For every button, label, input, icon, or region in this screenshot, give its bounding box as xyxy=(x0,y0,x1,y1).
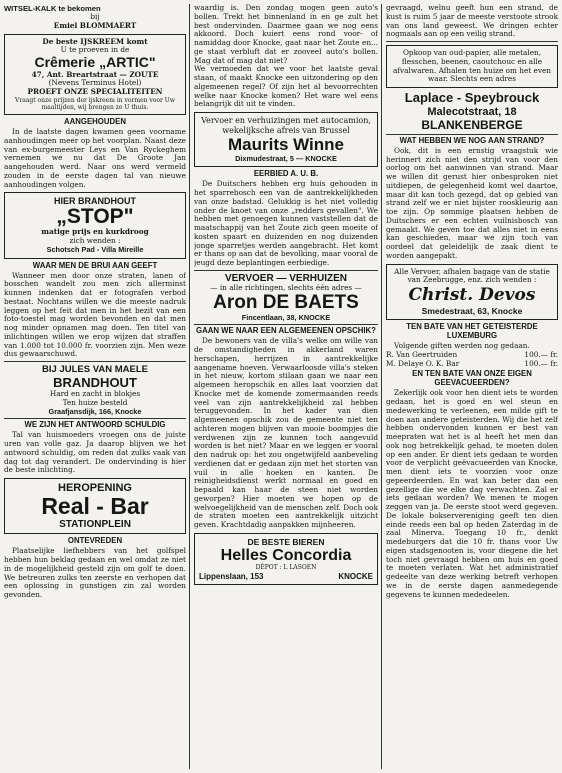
divider xyxy=(4,361,186,362)
headline: GAAN WE NAAR EEN ALGEMEENEN OPSCHIK? xyxy=(196,326,376,336)
headline: WAAR MEN DE BRUI AAN GEEFT xyxy=(32,260,158,270)
ad-laplace-box: Opkoop van oud-papier, alle metalen, flesschen, beenen, caoutchouc en alle afvalwaren. Afhalen ten huize om het even waar. Slechts een adres xyxy=(386,45,558,88)
ad-christ-devos: Alle Vervoer, afhalen bagage van de statie van Zeebrugge, enz. zich wenden : Christ. Devos Smedestraat, 63, Knocke xyxy=(386,264,558,320)
article-body: Zekerlijk ook voor hen dient iets te worden gedaan, het is goed en wel steun en medewerking te verleenen, een milde gift te doen aan andere geteisterden. Wij die het zelf hebben ondervonden kunnen er best van meepraten wat het is al heeft het men dan ook nog betrekkelijk gehad, te moeten dolen op een ander. Er dient iets gedaan te worden voor de verplicht geëvacueerden van Knocke, men dient iets te voorzien voor onze gepeerdeerden. En wat kan beter dan een gezellige die we elke dag verwachten. Zal er iets gedaan worden? We menen te mogen zeggen van ja. De eerste stoot werd gegeven. De lokale bokservereniging geeft ten dien einde reeds een bal op heden Zaterdag in de zaal Minerva. Toegang 10 fr., denkt medeburgers dat die 10 fr. thans voor Uw eigen stadsgenooten is, voor diegene die het toch niet gevraagd hebben om huis en goed te moeten verlaten. Wat het administratief gedeelte van deze werking betreft verhopen we in de eerste dagen aanmedegende gegevens te kunnen mededeelen. xyxy=(386,388,558,599)
article-body: De Duitschers hebben erg huis gehouden in het sparrebosch een van de aantrekkelijkheden van onze badstad. Gelukkig is het niet volledig onder de knoet van onze „redders gevallen". We hebben met genoegen kunnen vaststellen dat de maatschappij van het Zoute zich geen moeite of kosten spaart en duizenden en nog duizenden jonge sparretjes werden aangebracht. Het komt er thans op aan dat de bevolking, maar vooral de jeugd deze beplantingen eerbiedige. xyxy=(194,179,378,268)
article-body: Plaatselijke liefhebbers van het golfspel hebben hun beklag gedaan en wel omdat ze niet in de mogelijkheid gesteld zijn om golf te doen. We betreuren zulks ten zeerste en verhopen dat een oplossing in gunstigen zin zal worden gevonden. xyxy=(4,546,186,600)
divider xyxy=(386,41,558,42)
headline: WE ZIJN HET ANTWOORD SCHULDIG xyxy=(24,420,166,430)
column-1 xyxy=(4,4,186,769)
article-aangehouden xyxy=(4,118,186,189)
ad-van-maele: BIJ JULES VAN MAELE BRANDHOUT Hard en zacht in blokjes Ten huize besteld Graafjansdijk, 166, Knocke xyxy=(42,364,148,416)
article-continued: gevraagd, welnu geeft hun een strand, de kust is ruim 5 jaar de meeste verstoote strook van ons land geweest. We dringen echter nogmaals aan op een veilig strand. xyxy=(386,4,558,39)
article-ontevreden xyxy=(4,537,186,599)
column-rule xyxy=(189,4,190,769)
article-opschik xyxy=(194,327,378,529)
article-body: De bewoners van de villa's welke om wille van de omstandigheden in akkerland waren herschapen, herrijzen in aantrekkelijke aangename hoeven. Verwaarloosde villa's steken in het nieuw, kortom stilaan gaan we naar een algemeen heropschik en alles laat voorzien dat Knocke met de komende zomermaanden reeds veel van zijn aantrekkelijkheid zal hebben teruggevonden. In het kader van dien algemeenen opschik zou de gemeente niet ten achteren mogen blijven van mooie boompjes die verdwenen zijn ze kunnen toch aangevuld worden is het niet? Maar en we leggen er vooral den nadruk op: het zou ongetwijfeld aanbeveling verdienen dat er gedaan zijn met het storten van vuil in alle hoeken en kanten. De reinigheidsdienst werkt normaal en goed en bepaald kan haar de steen niet worden geworpen? Hier moeten we hopen op de welvoegelijkheid van de menschen zelf. Doch ook de straten moeten een aantrekkelijk uitzicht geven. Krachtdadig aanpakken mijnheeren. xyxy=(194,336,378,530)
column-2 xyxy=(194,4,378,769)
ad-artic: De beste IJSKREEM komt U te proeven in de Crêmerie „ARTIC" 47, Ant. Breartstraat — ZOUTE (Nevens Terminus Hotel) PROEFT ONZE SPECIALITEITEN Vraagt onze prijzen der ijskreem in vormen voor Uw maaltijden, wij brengen ze U thuis. xyxy=(4,34,186,116)
article-eerbied xyxy=(194,170,378,267)
column-3 xyxy=(386,4,558,769)
divider xyxy=(4,418,186,419)
article-strand xyxy=(386,137,558,261)
headline: EN TEN BATE VAN ONZE EIGEN GEEVACUEERDEN? xyxy=(412,369,532,388)
list-item: R. Van Geertruiden 100.— fr. xyxy=(386,350,558,360)
article-body: Wanneer men door onze straten, lanen of bosschen wandelt zou men zich allerminst kunnen indenken dat er fotografen verbod bestaat. Nochtans willen we die meeste nadruk leggen op het feit dat men in het bezit van een foto-toestel mag worden bevonden en dat men nog minder opnamen mag doen. Ten titel van inlichtingen willen we erop wijzen dat straffen van 1.000 tot 10.000 fr. voorzien zijn. Men weze dus gewaarschuwd. xyxy=(4,270,186,359)
article-luxemburg: TEN BATE VAN HET GETEISTERDE LUXEMBURG Volgende giften werden nog gedaan. R. Van Geertruiden 100.— fr. M. Delaye O. K. Bar 100.— fr. xyxy=(386,321,558,369)
divider xyxy=(194,270,378,271)
ad-laplace-speybrouck: Opkoop van oud-papier, alle metalen, flesschen, beenen, caoutchouc en alle afvalwaren. Afhalen ten huize om het even waar. Slechts een adres Laplace - Speybrouck Malecotstraat, 18 BLANKENBERGE xyxy=(386,45,558,132)
headline: WAT HEBBEN WE NOG AAN STRAND? xyxy=(399,135,545,145)
article-antwoord xyxy=(4,421,186,475)
headline: AANGEHOUDEN xyxy=(64,117,126,127)
ad-helles-concordia: DE BESTE BIEREN Helles Concordia DÉPOT : L LASOEN Lippenslaan, 153 KNOCKE xyxy=(194,533,378,585)
article-gevacueerden xyxy=(386,370,558,599)
article-body: Ook, dit is een ernstig vraagstuk wie herinnert zich niet den strijd van voor den oorlog om het aanwinnen van strand. Maar we willen dit gerust hier onbesproken niet uitdiepen, de gelegenheid komt wel daartoe, maar dit kan toch gezegd, dat op gebied van strand zelf we er niet bijster rooskleurig aan toe zijn. Op sommige plaatsen hebben de Duitschers er een echten vuilnisbosch van gemaakt. We geven toe dat alles niet in eens kan geschieden, maar we zijn toch van oordeel dat geleidelijk de zaak dient te worden aangepakt. xyxy=(386,145,558,260)
column-rule xyxy=(381,4,382,769)
ad-witselkalk: WITSEL-KALK te bekomen bij Emiel BLOMMAERT xyxy=(4,4,137,30)
ad-real-bar: HEROPENING Real - Bar STATIONPLEIN xyxy=(4,478,186,534)
divider xyxy=(194,324,378,325)
article-body: In de laatste dagen kwamen geen voorname aanhoudingen meer op het voorplan. Naast deze van ex-burgemeester Leys en Van Ryckeghem vernemen we nu dat De Groote Jan aangehouden werd. Naar ons werd vermeld zouden in de eerste dagen tal van nieuwe aanhoudingen volgen. xyxy=(4,127,186,189)
headline: ONTEVREDEN xyxy=(67,536,123,546)
article-continued: waardig is. Den zondag mogen geen auto's bollen. Trekt het binnenland in en ge zult het best ondervinden. Daarmee gaan we nog eens akkoord. Doch kuiert eens rond voor- of namiddag door Knocke, gaat naar het Zoute en... ge staat verbluft dat er zooveel auto's bollen. Mag dat of mag dat niet? We vermoeden dat we voor het laatste geval staan, of maakt Knocke een uitzondering op den algemeenen regel? Of zijn het al bevoorrechten welke naar Knocke komen? Het ware wel eens belangrijk dit uit te vinden. xyxy=(194,4,378,109)
headline: TEN BATE VAN HET GETEISTERDE LUXEMBURG xyxy=(406,321,538,340)
headline: EERBIED A. U. B. xyxy=(253,169,319,179)
ad-maurits-winne: Vervoer en verhuizingen met autocamion, wekelijksche afreis van Brussel Maurits Winne Dixmudestraat, 5 — KNOCKE xyxy=(194,112,378,167)
divider xyxy=(386,134,558,135)
article-body: Tal van huismoeders vroegen ons de juiste uren van volle gaz. Ja daarop blijven we het antwoord schuldig, om reden dat zulks vaak van dag tot dag verandert. De ondervinding is hier de beste inlichting. xyxy=(4,430,186,475)
ad-stop: HIER BRANDHOUT „STOP" matige prijs en kurkdroog zich wenden : Schotsch Pad - Villa Mireille xyxy=(4,192,186,258)
ad-aron-de-baets: VERVOER — VERHUIZEN — in alle richtingen, slechts één adres — Aron DE BAETS Fincentlaan, 38, KNOCKE xyxy=(210,272,362,322)
list-item: M. Delaye O. K. Bar 100.— fr. xyxy=(386,359,558,369)
article-bruiaan xyxy=(4,262,186,359)
